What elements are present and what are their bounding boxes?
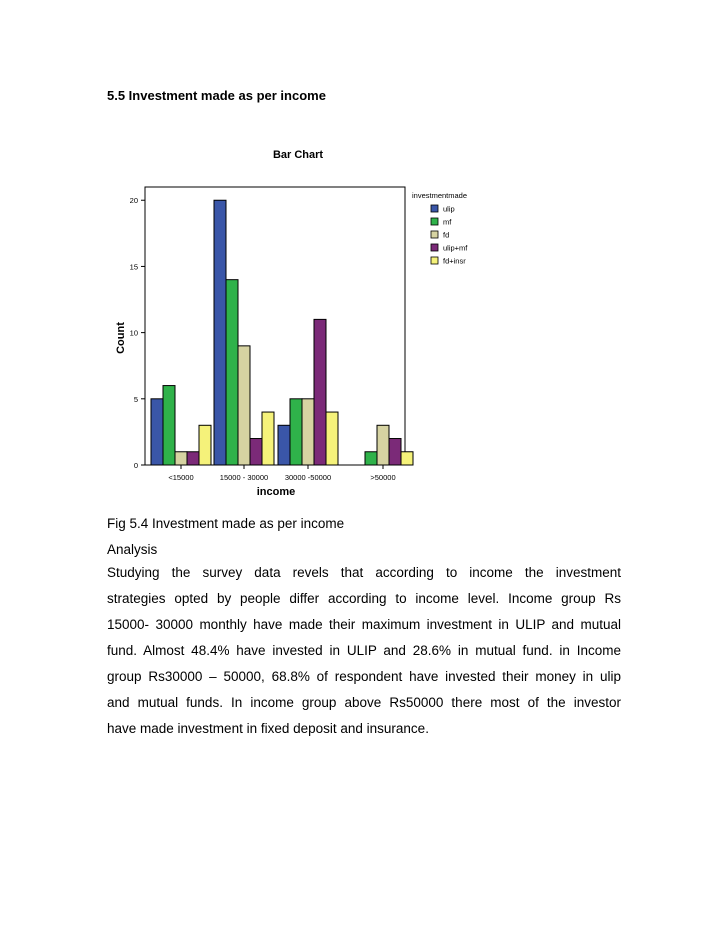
plot-frame — [145, 187, 405, 465]
x-tick-label: 15000 - 30000 — [219, 473, 269, 482]
y-tick-label: 15 — [129, 262, 138, 272]
bar-mf — [163, 386, 175, 465]
bar-fd-insr — [262, 412, 274, 465]
section-heading: 5.5 Investment made as per income — [107, 88, 326, 103]
y-tick-label: 0 — [133, 461, 138, 470]
legend-swatch — [431, 257, 438, 264]
analysis-paragraph — [107, 562, 621, 744]
bar-ulip-mf — [250, 439, 262, 465]
legend-label: ulip+mf — [443, 243, 468, 253]
y-tick-label: 20 — [129, 196, 138, 206]
legend-label: mf — [443, 217, 452, 227]
bar-fd — [302, 399, 314, 465]
x-tick-label: 30000 -50000 — [284, 473, 332, 482]
bar-mf — [365, 452, 377, 465]
paragraph-line: group Rs30000 – 50000, 68.8% of respondent have invested their money in ulip — [107, 669, 621, 684]
bar-fd — [238, 346, 250, 465]
figure-caption: Fig 5.4 Investment made as per income — [107, 516, 345, 531]
legend-title: investmentmade — [412, 191, 468, 200]
bar-fd-insr — [401, 452, 413, 465]
bar-ulip-mf — [314, 319, 326, 465]
legend-label: ulip — [443, 204, 455, 214]
legend-swatch — [431, 231, 438, 238]
bar-fd — [175, 452, 187, 465]
x-tick-label: >50000 — [370, 473, 396, 482]
bar-fd-insr — [199, 425, 211, 465]
legend-swatch — [431, 244, 438, 251]
bar-ulip-mf — [389, 439, 401, 465]
legend-swatch — [431, 218, 438, 225]
bar-ulip — [151, 399, 163, 465]
bar-ulip — [214, 200, 226, 465]
bar-mf — [226, 280, 238, 465]
bar-mf — [290, 399, 302, 465]
chart-title: Bar Chart — [272, 149, 324, 161]
y-tick-label: 5 — [133, 394, 138, 404]
legend-label: fd — [443, 230, 450, 240]
y-tick-label: 10 — [129, 328, 138, 338]
paragraph-line: strategies opted by people differ according to income level. Income group Rs — [107, 591, 621, 606]
y-axis-label: Count — [115, 322, 127, 354]
bar-fd — [377, 425, 389, 465]
paragraph-line: Studying the survey data revels that according to income the investment — [107, 565, 621, 580]
paragraph-line: and mutual funds. In income group above Rs50000 there most of the investor — [107, 695, 621, 710]
legend-label: fd+insr — [443, 256, 466, 266]
analysis-heading: Analysis — [107, 542, 158, 557]
paragraph-line: 15000- 30000 monthly have made their maximum investment in ULIP and mutual — [107, 617, 621, 632]
x-tick-label: <15000 — [168, 473, 194, 482]
legend-swatch — [431, 205, 438, 212]
paragraph-line: have made investment in fixed deposit and insurance. — [107, 721, 429, 736]
x-axis-label: income — [256, 486, 296, 498]
bar-ulip — [278, 425, 290, 465]
bar-fd-insr — [326, 412, 338, 465]
paragraph-line: fund. Almost 48.4% have invested in ULIP and 28.6% in mutual fund. in Income — [107, 643, 621, 658]
bar-ulip-mf — [187, 452, 199, 465]
